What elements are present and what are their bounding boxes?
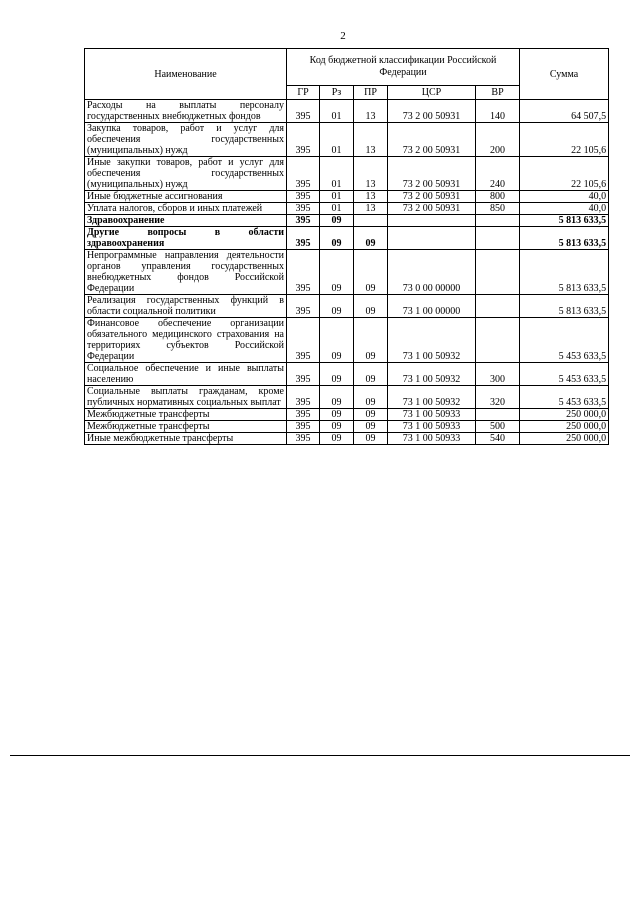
row-vr: 500 — [476, 421, 520, 433]
row-vr: 240 — [476, 157, 520, 191]
row-rz: 09 — [320, 295, 354, 318]
row-pr: 13 — [354, 100, 388, 123]
row-name: Иные закупки товаров, работ и услуг для обеспечения государственных (муниципальных) нужд — [85, 157, 287, 191]
row-vr: 800 — [476, 191, 520, 203]
row-sum: 64 507,5 — [520, 100, 609, 123]
row-gr: 395 — [287, 203, 320, 215]
row-sum: 22 105,6 — [520, 157, 609, 191]
row-sum: 5 813 633,5 — [520, 295, 609, 318]
row-gr: 395 — [287, 363, 320, 386]
row-csr: 73 2 00 50931 — [388, 123, 476, 157]
row-csr — [388, 227, 476, 250]
row-pr: 09 — [354, 250, 388, 295]
row-vr: 540 — [476, 433, 520, 445]
table-row — [85, 100, 609, 123]
row-rz: 09 — [320, 433, 354, 445]
row-rz: 01 — [320, 123, 354, 157]
row-csr: 73 0 00 00000 — [388, 250, 476, 295]
row-gr: 395 — [287, 123, 320, 157]
row-rz: 09 — [320, 386, 354, 409]
row-vr — [476, 318, 520, 363]
row-name: Социальные выплаты гражданам, кроме публичных нормативных социальных выплат — [85, 386, 287, 409]
row-pr: 09 — [354, 227, 388, 250]
row-name: Иные межбюджетные трансферты — [85, 433, 287, 445]
table-row — [85, 363, 609, 386]
row-csr: 73 1 00 50933 — [388, 409, 476, 421]
header-sum: Сумма — [520, 49, 609, 100]
header-col-csr: ЦСР — [388, 86, 476, 100]
row-rz: 01 — [320, 100, 354, 123]
row-csr: 73 1 00 50933 — [388, 433, 476, 445]
row-sum: 250 000,0 — [520, 421, 609, 433]
row-csr: 73 1 00 00000 — [388, 295, 476, 318]
row-pr: 13 — [354, 203, 388, 215]
table-row — [85, 409, 609, 421]
row-vr — [476, 227, 520, 250]
row-gr: 395 — [287, 433, 320, 445]
row-sum: 250 000,0 — [520, 433, 609, 445]
table-row — [85, 191, 609, 203]
row-sum: 40,0 — [520, 191, 609, 203]
row-sum: 5 813 633,5 — [520, 227, 609, 250]
row-pr — [354, 215, 388, 227]
row-vr: 300 — [476, 363, 520, 386]
row-gr: 395 — [287, 157, 320, 191]
row-csr: 73 1 00 50932 — [388, 318, 476, 363]
table-row — [85, 123, 609, 157]
row-gr: 395 — [287, 250, 320, 295]
row-pr: 09 — [354, 318, 388, 363]
row-pr: 09 — [354, 363, 388, 386]
row-gr: 395 — [287, 191, 320, 203]
row-csr: 73 1 00 50932 — [388, 386, 476, 409]
budget-table — [84, 48, 609, 445]
header-col-gr: ГР — [287, 86, 320, 100]
row-sum: 5 453 633,5 — [520, 363, 609, 386]
row-pr: 09 — [354, 421, 388, 433]
row-gr: 395 — [287, 215, 320, 227]
row-sum: 5 453 633,5 — [520, 386, 609, 409]
row-vr — [476, 215, 520, 227]
row-rz: 09 — [320, 318, 354, 363]
row-name: Реализация государственных функций в области социальной политики — [85, 295, 287, 318]
row-gr: 395 — [287, 318, 320, 363]
row-name: Расходы на выплаты персоналу государственных внебюджетных фондов — [85, 100, 287, 123]
row-rz: 01 — [320, 203, 354, 215]
row-sum: 40,0 — [520, 203, 609, 215]
footer-divider — [10, 755, 630, 756]
row-sum: 250 000,0 — [520, 409, 609, 421]
row-rz: 09 — [320, 250, 354, 295]
table-row — [85, 386, 609, 409]
row-name: Социальное обеспечение и иные выплаты населению — [85, 363, 287, 386]
row-name: Финансовое обеспечение организации обязательного медицинского страхования на территориях субъектов Российской Федерации — [85, 318, 287, 363]
row-pr: 13 — [354, 157, 388, 191]
row-sum: 5 453 633,5 — [520, 318, 609, 363]
row-gr: 395 — [287, 421, 320, 433]
row-gr: 395 — [287, 409, 320, 421]
row-name: Закупка товаров, работ и услуг для обеспечения государственных (муниципальных) нужд — [85, 123, 287, 157]
header-classification: Код бюджетной классификации Российской Федерации — [287, 49, 520, 86]
row-vr: 200 — [476, 123, 520, 157]
row-csr: 73 1 00 50932 — [388, 363, 476, 386]
row-pr: 09 — [354, 295, 388, 318]
row-vr: 850 — [476, 203, 520, 215]
page-number: 2 — [340, 30, 346, 42]
row-name: Непрограммные направления деятельности органов управления государственных внебюджетных фондов Российской Федерации — [85, 250, 287, 295]
header-col-vr: ВР — [476, 86, 520, 100]
table-row — [85, 157, 609, 191]
header-name: Наименование — [85, 49, 287, 100]
row-gr: 395 — [287, 227, 320, 250]
row-sum: 5 813 633,5 — [520, 250, 609, 295]
row-csr: 73 2 00 50931 — [388, 157, 476, 191]
header-col-pr: ПР — [354, 86, 388, 100]
row-sum: 22 105,6 — [520, 123, 609, 157]
row-gr: 395 — [287, 295, 320, 318]
row-name: Уплата налогов, сборов и иных платежей — [85, 203, 287, 215]
row-rz: 09 — [320, 215, 354, 227]
table-row — [85, 433, 609, 445]
row-name: Другие вопросы в области здравоохранения — [85, 227, 287, 250]
row-rz: 09 — [320, 409, 354, 421]
row-pr: 13 — [354, 191, 388, 203]
row-gr: 395 — [287, 100, 320, 123]
table-row — [85, 421, 609, 433]
row-rz: 09 — [320, 363, 354, 386]
row-name: Здравоохранение — [85, 215, 287, 227]
table-row — [85, 203, 609, 215]
row-pr: 09 — [354, 409, 388, 421]
row-pr: 09 — [354, 433, 388, 445]
table-row — [85, 250, 609, 295]
row-gr: 395 — [287, 386, 320, 409]
row-csr: 73 1 00 50933 — [388, 421, 476, 433]
row-rz: 01 — [320, 157, 354, 191]
header-col-rz: Рз — [320, 86, 354, 100]
row-vr — [476, 409, 520, 421]
row-pr: 13 — [354, 123, 388, 157]
row-csr: 73 2 00 50931 — [388, 100, 476, 123]
table-row — [85, 318, 609, 363]
row-vr: 320 — [476, 386, 520, 409]
row-csr: 73 2 00 50931 — [388, 203, 476, 215]
row-csr: 73 2 00 50931 — [388, 191, 476, 203]
row-name: Межбюджетные трансферты — [85, 421, 287, 433]
table-row — [85, 215, 609, 227]
row-vr: 140 — [476, 100, 520, 123]
row-sum: 5 813 633,5 — [520, 215, 609, 227]
row-name: Иные бюджетные ассигнования — [85, 191, 287, 203]
table-body — [85, 100, 609, 445]
row-name: Межбюджетные трансферты — [85, 409, 287, 421]
row-rz: 01 — [320, 191, 354, 203]
table-row — [85, 295, 609, 318]
row-rz: 09 — [320, 227, 354, 250]
row-rz: 09 — [320, 421, 354, 433]
row-vr — [476, 250, 520, 295]
row-pr: 09 — [354, 386, 388, 409]
table-row — [85, 227, 609, 250]
row-csr — [388, 215, 476, 227]
row-vr — [476, 295, 520, 318]
